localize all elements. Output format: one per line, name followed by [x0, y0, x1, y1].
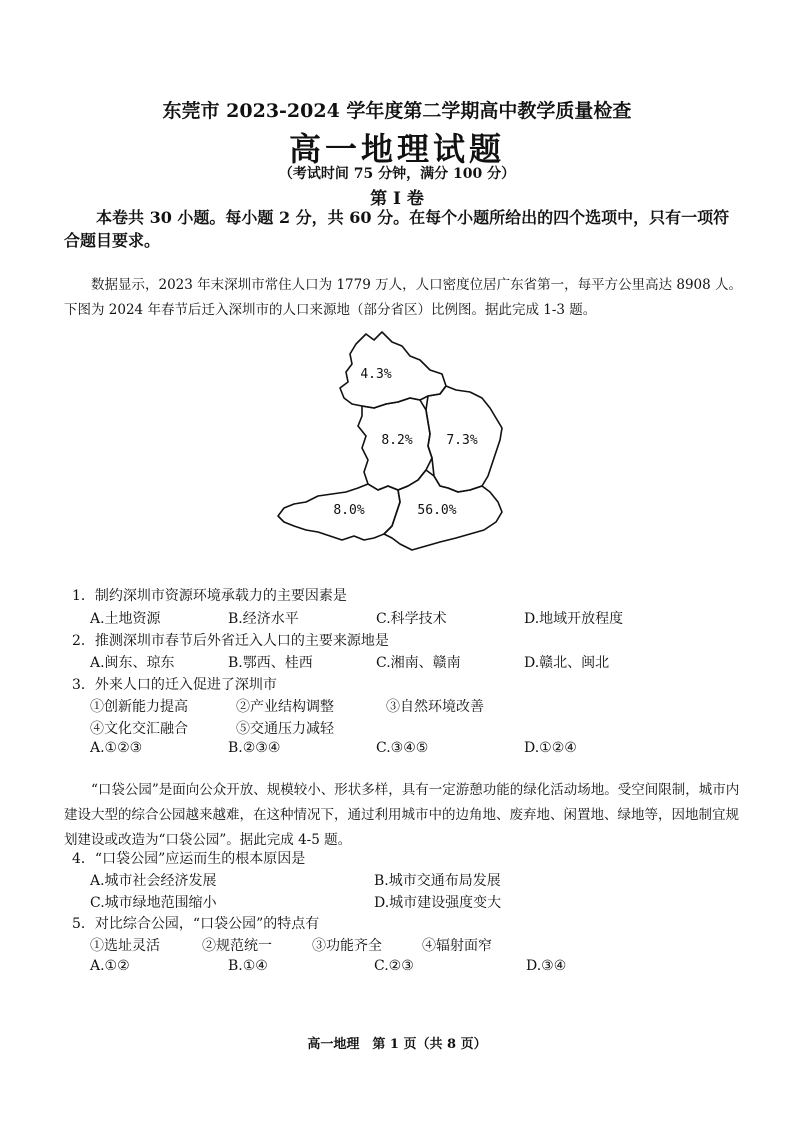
question-5-option-a[interactable]: A.①②	[90, 958, 130, 974]
question-4-option-c[interactable]: C.城市绿地范围缩小	[90, 895, 217, 911]
volume-label: 第 I 卷	[370, 189, 424, 209]
question-2-option-c[interactable]: C.湘南、赣南	[376, 655, 461, 671]
question-4-option-b[interactable]: B.城市交通布局发展	[374, 873, 501, 889]
question-3-option-d[interactable]: D.①②④	[524, 740, 577, 756]
question-3-item-3: ③自然环境改善	[386, 699, 484, 715]
question-2-option-a[interactable]: A.闽东、琼东	[90, 655, 175, 671]
question-1-stem: 1．制约深圳市资源环境承载力的主要因素是	[72, 588, 347, 604]
question-5-option-d[interactable]: D.③④	[526, 958, 567, 974]
passage-pocket-park: “口袋公园”是面向公众开放、规模较小、形状多样，具有一定游憩功能的绿化活动场地。受空间限制，城市内建设大型的综合公园越来越难，在这种情况下，通过利用城市中的边角地、废弃地、闲置地、绿地等，因地制宜规划建设或改造为“口袋公园”。据此完成 4-5 题。	[64, 782, 740, 848]
page-footer: 高一地理 第 1 页（共 8 页）	[307, 1037, 487, 1052]
map-label-top: 4.3%	[360, 367, 392, 382]
question-5-stem: 5．对比综合公园，“口袋公园”的特点有	[72, 916, 320, 932]
question-2-option-b[interactable]: B.鄂西、桂西	[228, 655, 313, 671]
question-4-option-d[interactable]: D.城市建设强度变大	[374, 895, 502, 911]
question-4-option-a[interactable]: A.城市社会经济发展	[90, 873, 217, 889]
question-3-option-a[interactable]: A.①②③	[90, 740, 143, 756]
map-label-middle-left: 8.2%	[381, 433, 413, 448]
question-2-option-d[interactable]: D.赣北、闽北	[524, 655, 610, 671]
question-5-option-b[interactable]: B.①④	[228, 958, 268, 974]
exam-time-note: （考试时间 75 分钟，满分 100 分）	[278, 166, 516, 182]
map-label-bottom-left: 8.0%	[333, 503, 365, 518]
question-3-option-b[interactable]: B.②③④	[228, 740, 281, 756]
question-3-option-c[interactable]: C.③④⑤	[376, 740, 429, 756]
question-1-option-c[interactable]: C.科学技术	[376, 611, 447, 627]
map-label-middle-right: 7.3%	[446, 433, 478, 448]
map-label-bottom-right: 56.0%	[417, 503, 457, 518]
question-5-item-3: ③功能齐全	[312, 938, 382, 954]
question-3-item-4: ④文化交汇融合	[90, 721, 188, 737]
question-2-stem: 2．推测深圳市春节后外省迁入人口的主要来源地是	[72, 633, 389, 649]
region-top	[340, 332, 446, 408]
question-5-item-2: ②规范统一	[202, 938, 272, 954]
page-title: 高一地理试题	[288, 130, 505, 168]
question-5-item-4: ④辐射面窄	[422, 938, 492, 954]
question-5-item-1: ①选址灵活	[90, 938, 160, 954]
question-3-item-2: ②产业结构调整	[236, 699, 334, 715]
population-source-map	[270, 326, 530, 556]
question-3-item-5: ⑤交通压力减轻	[236, 721, 334, 737]
question-3-item-1: ①创新能力提高	[90, 699, 188, 715]
school-exam-line: 东莞市 2023-2024 学年度第二学期高中教学质量检查	[162, 100, 632, 122]
passage-population: 数据显示，2023 年末深圳市常住人口为 1779 万人，人口密度位居广东省第一，每平方公里高达 8908 人。下图为 2024 年春节后迁入深圳市的人口来源地（部分省区）比例图。据此完成 1-3 题。	[64, 277, 743, 318]
question-5-option-c[interactable]: C.②③	[374, 958, 414, 974]
question-1-option-d[interactable]: D.地域开放程度	[524, 611, 624, 627]
question-1-option-b[interactable]: B.经济水平	[228, 611, 299, 627]
question-4-stem: 4．“口袋公园”应运而生的根本原因是	[72, 851, 306, 867]
question-1-option-a[interactable]: A.土地资源	[90, 611, 161, 627]
question-3-stem: 3．外来人口的迁入促进了深圳市	[72, 677, 277, 693]
instructions: 本卷共 30 小题。每小题 2 分，共 60 分。在每个小题所给出的四个选项中，只有一项符合题目要求。	[64, 208, 730, 250]
